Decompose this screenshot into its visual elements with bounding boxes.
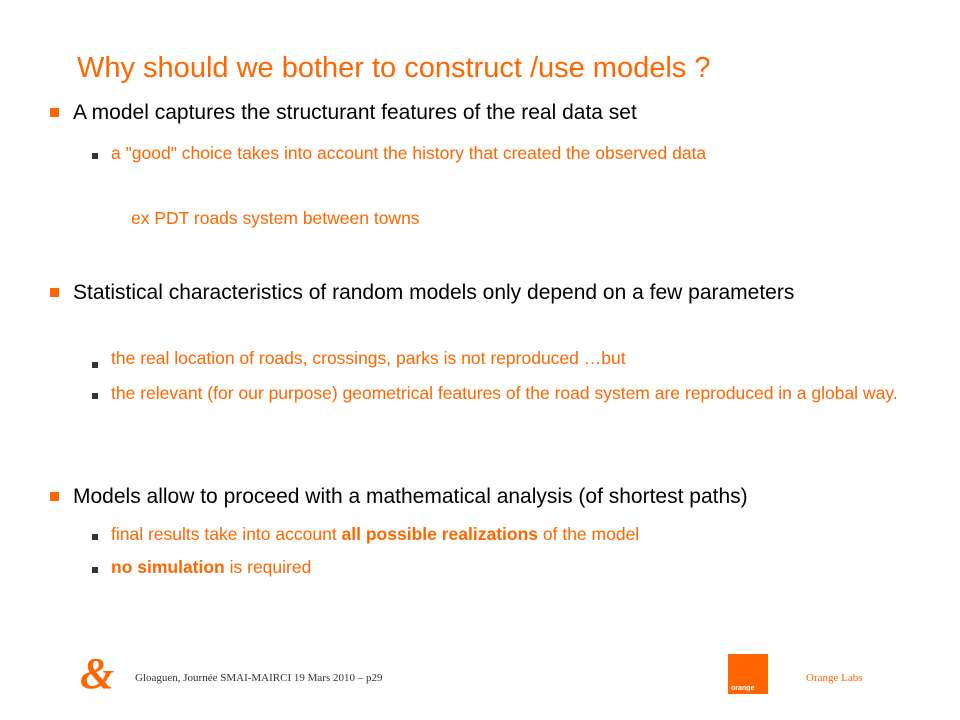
bullet-3-sub-2-bold: no simulation — [111, 557, 225, 577]
footer-caption: Gloaguen, Journée SMAI-MAIRCI 19 Mars 2010 – p29 — [135, 672, 383, 684]
bullet-1-sub-note: ex PDT roads system between towns — [131, 208, 420, 228]
bullet-2-sub-1: the real location of roads, crossings, parks is not reproduced …but — [111, 348, 626, 368]
bullet-1-text: A model captures the structurant features of the real data set — [73, 101, 637, 124]
bullet-3-sub-2-post: is required — [224, 557, 312, 577]
orange-labs-label: Orange Labs — [806, 672, 863, 684]
sub-bullet-square-icon — [92, 567, 98, 573]
bullet-2-sub-2: the relevant (for our purpose) geometrical features of the road system are reproduced in a global way. — [111, 383, 898, 403]
bullet-3-sub-1-pre: final results take into account — [111, 524, 342, 544]
sub-bullet-square-icon — [92, 393, 98, 399]
orange-logo-text: orange — [731, 685, 755, 692]
bullet-3-sub-1-bold: all possible realizations — [341, 524, 539, 544]
bullet-3-sub-1 — [111, 522, 911, 546]
sub-bullet-square-icon — [92, 153, 98, 159]
bullet-3-sub-1-post: of the model — [538, 524, 640, 544]
sub-bullet-square-icon — [92, 534, 98, 540]
bullet-3-text: Models allow to proceed with a mathematical analysis (of shortest paths) — [73, 485, 748, 508]
slide-title: Why should we bother to construct /use models ? — [77, 52, 711, 84]
sub-bullet-square-icon — [92, 362, 98, 368]
bullet-3-sub-2 — [111, 555, 911, 579]
bullet-2-text: Statistical characteristics of random models only depend on a few parameters — [73, 281, 795, 304]
bullet-1-sub-1: a "good" choice takes into account the history that created the observed data — [111, 143, 707, 163]
bullet-square-icon — [50, 492, 59, 501]
bullet-square-icon — [50, 288, 59, 297]
ampersand-logo-icon: & — [80, 649, 115, 698]
bullet-square-icon — [50, 108, 59, 117]
orange-logo-icon — [728, 654, 768, 694]
